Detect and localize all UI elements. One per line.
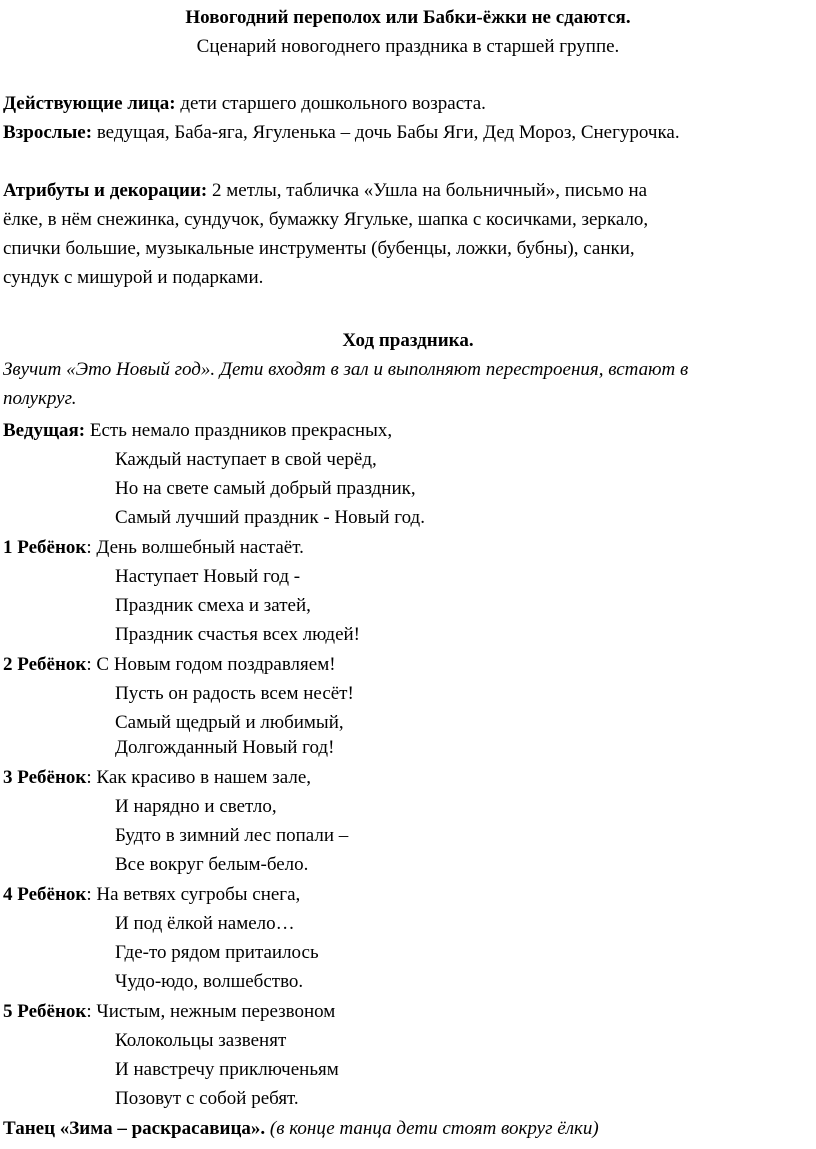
- host-line-1: [3, 416, 392, 445]
- child5-label: 5 Ребёнок: [3, 1001, 87, 1022]
- host-line-3: Но на свете самый добрый праздник,: [115, 478, 416, 499]
- child2-line-4: Долгожданный Новый год!: [115, 737, 335, 758]
- section-title: Ход праздника.: [342, 330, 474, 351]
- dance-note: (в конце танца дети стоят вокруг ёлки): [265, 1118, 599, 1139]
- props-label: Атрибуты и декорации:: [3, 180, 208, 201]
- child4-line-4: Чудо-юдо, волшебство.: [115, 971, 304, 992]
- child4-label: 4 Ребёнок: [3, 884, 87, 905]
- props-paragraph-line-2: ёлке, в нём снежинка, сундучок, бумажку Ягульке, шапка с косичками, зеркало,: [3, 209, 649, 230]
- host-line-4: Самый лучший праздник - Новый год.: [115, 507, 425, 528]
- props-paragraph-line-4: сундук с мишурой и подарками.: [3, 267, 264, 288]
- child1-line-2: Наступает Новый год -: [115, 566, 301, 587]
- child4-line-1: [3, 880, 300, 909]
- child2-text-1: : С Новым годом поздравляем!: [86, 654, 336, 675]
- characters-text: дети старшего дошкольного возраста.: [175, 93, 486, 114]
- adults-label: Взрослые:: [3, 122, 93, 143]
- child5-line-2: Колокольцы зазвенят: [115, 1030, 287, 1051]
- host-label: Ведущая:: [3, 420, 86, 441]
- child5-text-1: : Чистым, нежным перезвоном: [86, 1001, 336, 1022]
- child5-line-4: Позовут с собой ребят.: [115, 1088, 299, 1109]
- child1-text-1: : День волшебный настаёт.: [86, 537, 304, 558]
- document-subtitle: Сценарий новогоднего праздника в старшей группе.: [196, 36, 620, 57]
- child3-line-2: И нарядно и светло,: [115, 796, 277, 817]
- child3-line-1: [3, 763, 311, 792]
- child5-line-3: И навстречу приключеньям: [115, 1059, 339, 1080]
- child1-line-1: [3, 533, 304, 562]
- child1-line-4: Праздник счастья всех людей!: [115, 624, 360, 645]
- child4-line-3: Где-то рядом притаилось: [115, 942, 319, 963]
- child3-line-3: Будто в зимний лес попали –: [115, 825, 349, 846]
- props-text-1: 2 метлы, табличка «Ушла на больничный», письмо на: [207, 180, 648, 201]
- intro-line-2: полукруг.: [3, 388, 77, 409]
- dance-line: [3, 1114, 599, 1143]
- characters-label: Действующие лица:: [3, 93, 176, 114]
- characters-paragraph: [3, 89, 486, 118]
- props-paragraph-line-3: спички большие, музыкальные инструменты (бубенцы, ложки, бубны), санки,: [3, 238, 635, 259]
- child1-label: 1 Ребёнок: [3, 537, 87, 558]
- dance-label: Танец «Зима – раскрасавица».: [3, 1118, 266, 1139]
- intro-line-1: Звучит «Это Новый год». Дети входят в зал и выполняют перестроения, встают в: [3, 359, 689, 380]
- props-paragraph-line-1: [3, 176, 647, 205]
- adults-text: ведущая, Баба-яга, Ягуленька – дочь Бабы Яги, Дед Мороз, Снегурочка.: [92, 122, 680, 143]
- child2-line-3: Самый щедрый и любимый,: [115, 712, 344, 733]
- child1-line-3: Праздник смеха и затей,: [115, 595, 311, 616]
- adults-paragraph: [3, 118, 680, 147]
- child2-label: 2 Ребёнок: [3, 654, 87, 675]
- child4-text-1: : На ветвях сугробы снега,: [86, 884, 301, 905]
- child3-line-4: Все вокруг белым-бело.: [115, 854, 309, 875]
- child3-label: 3 Ребёнок: [3, 767, 87, 788]
- child4-line-2: И под ёлкой намело…: [115, 913, 295, 934]
- host-text-1: Есть немало праздников прекрасных,: [85, 420, 393, 441]
- child2-line-2: Пусть он радость всем несёт!: [115, 683, 354, 704]
- document-title: Новогодний переполох или Бабки-ёжки не сдаются.: [185, 7, 631, 28]
- child2-line-1: [3, 650, 336, 679]
- host-line-2: Каждый наступает в свой черёд,: [115, 449, 377, 470]
- child5-line-1: [3, 997, 335, 1026]
- child3-text-1: : Как красиво в нашем зале,: [86, 767, 312, 788]
